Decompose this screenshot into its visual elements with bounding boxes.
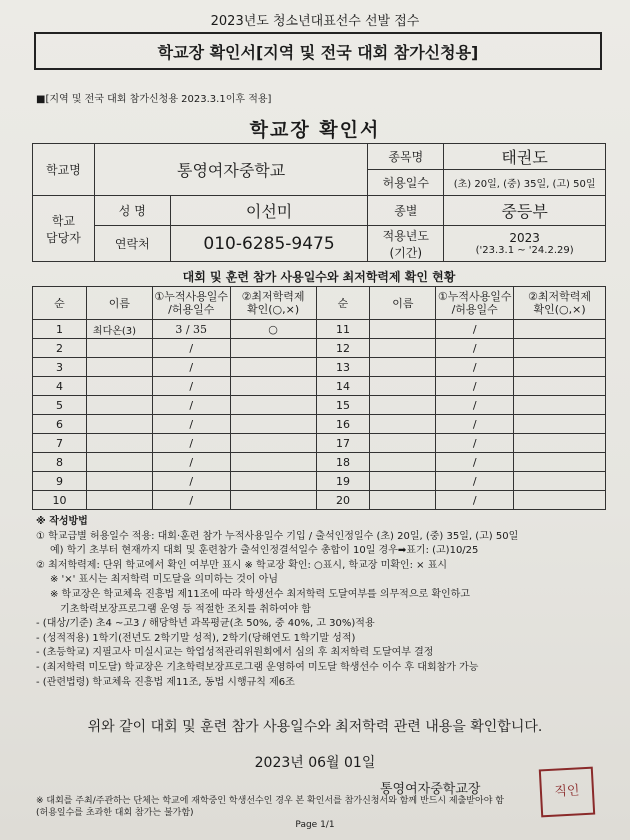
student-name [370, 320, 436, 339]
days-used: / [436, 453, 514, 472]
usage-section-title: 대회 및 훈련 참가 사용일수와 최저학력제 확인 현황 [182, 270, 456, 284]
days-used: / [436, 434, 514, 453]
grade-check [514, 434, 606, 453]
table-row [33, 472, 606, 491]
student-name [370, 396, 436, 415]
col-grade-line-2: 확인(○,×) [246, 303, 300, 316]
table-row [33, 320, 606, 339]
footnote-line-1: ※ 대회를 주최/주관하는 단체는 학교에 재학중인 학생선수인 경우 본 확인서를 참가신청서와 함께 반드시 제출받아야 함 [36, 796, 504, 806]
days-used: / [436, 320, 514, 339]
grade-check [230, 396, 316, 415]
phone-value: 010-6285-9475 [170, 226, 368, 262]
days-used: / [436, 415, 514, 434]
row-number: 15 [316, 396, 370, 415]
grade-check [230, 377, 316, 396]
event-label: 종목명 [368, 144, 444, 170]
table-row [33, 377, 606, 396]
school-value: 통영여자중학교 [94, 144, 368, 196]
grade-check [230, 434, 316, 453]
confirmation-statement: 위와 같이 대회 및 훈련 참가 사용일수와 최저학력 관련 내용을 확인합니다. [87, 719, 543, 735]
student-name [86, 472, 152, 491]
student-name [370, 434, 436, 453]
phone-label: 연락처 [94, 226, 170, 262]
student-name [370, 453, 436, 472]
days-used: / [436, 339, 514, 358]
notes-heading: ※ 작성방법 [36, 516, 88, 527]
note-line: - (대상/기준) 초4 ~고3 / 해당학년 과목평균(초 50%, 중 40%, 고 30%)적용 [36, 618, 375, 630]
usage-table-body [33, 320, 606, 510]
col-no-left: 순 [33, 287, 87, 320]
col-days-line-2: /허용일수 [168, 303, 215, 316]
allowed-days-value: (초) 20일, (중) 35일, (고) 50일 [444, 170, 606, 196]
student-name [370, 358, 436, 377]
document-title: 학교장 확인서 [249, 119, 381, 141]
year-value-cell [444, 226, 606, 262]
contact-label-line-2: 담당자 [46, 230, 81, 245]
row-number: 19 [316, 472, 370, 491]
note-line: - (성적적용) 1학기(전년도 2학기말 성적), 2학기(당해연도 1학기말 성적) [36, 632, 356, 644]
col-grade-right [514, 287, 606, 320]
grade-check [230, 491, 316, 510]
student-name [86, 396, 152, 415]
student-name [370, 339, 436, 358]
days-used: / [152, 377, 230, 396]
contact-label [33, 196, 95, 262]
row-number: 13 [316, 358, 370, 377]
note-line: 기초학력보장프로그램 운영 등 적절한 조치를 취하여야 함 [60, 603, 311, 615]
student-name [370, 415, 436, 434]
year-label-line-1: 적용년도 [382, 228, 429, 243]
student-name [370, 377, 436, 396]
row-number: 11 [316, 320, 370, 339]
footnote [36, 795, 616, 819]
row-number: 3 [33, 358, 87, 377]
row-number: 6 [33, 415, 87, 434]
note-line: 예) 학기 초부터 현재까지 대회 및 훈련참가 출석인정결석일수 총합이 10일 경우➡표기: (고)10/25 [50, 545, 479, 557]
table-row [33, 491, 606, 510]
notes-section [36, 515, 606, 690]
name-value: 이선미 [170, 196, 368, 226]
col-name-left: 이름 [86, 287, 152, 320]
days-used: / [436, 491, 514, 510]
student-name [86, 339, 152, 358]
signer-name: 통영여자중학교장 [380, 782, 481, 797]
row-number: 10 [33, 491, 87, 510]
days-used: / [152, 396, 230, 415]
usage-header-row [33, 287, 606, 320]
col-grade-line-2: 확인(○,×) [533, 303, 586, 316]
student-name [86, 491, 152, 510]
student-name [370, 491, 436, 510]
days-used: / [152, 434, 230, 453]
note-line: - (관련법령) 학교체육 진흥법 제11조, 동법 시행규칙 제6조 [36, 676, 295, 688]
student-name [86, 415, 152, 434]
note-line: ② 최저학력제: 단위 학교에서 확인 여부만 표시 ※ 학교장 확인: ○표시, 학교장 미확인: × 표시 [36, 559, 448, 571]
table-row [33, 415, 606, 434]
grade-check [230, 339, 316, 358]
col-name-right: 이름 [370, 287, 436, 320]
grade-check [514, 472, 606, 491]
days-used: / [152, 453, 230, 472]
col-no-right: 순 [316, 287, 370, 320]
row-number: 20 [316, 491, 370, 510]
table-row [33, 339, 606, 358]
row-number: 12 [316, 339, 370, 358]
grade-check [230, 415, 316, 434]
category-label: 종별 [368, 196, 444, 226]
days-used: / [436, 358, 514, 377]
col-grade-line-1: ②최저학력제 [241, 290, 305, 303]
category-value: 중등부 [444, 196, 606, 226]
contact-label-line-1: 학교 [51, 213, 76, 228]
days-used: / [152, 472, 230, 491]
grade-check [514, 339, 606, 358]
student-name [86, 434, 152, 453]
form-note: ■[지역 및 전국 대회 참가신청용 2023.3.1이후 적용] [36, 94, 272, 105]
table-row [33, 453, 606, 472]
row-number: 8 [33, 453, 87, 472]
grade-check: ○ [230, 320, 316, 339]
days-used: 3 / 35 [152, 320, 230, 339]
student-name [370, 472, 436, 491]
col-days-line-2: /허용일수 [451, 303, 498, 316]
note-line: ① 학교급별 허용일수 적용: 대회·훈련 참가 누적사용일수 기입 / 출석인정일수 (초) 20일, (중) 35일, (고) 50일 [36, 530, 519, 542]
student-name: 최다온(3) [86, 320, 152, 339]
note-line: ※ '×' 표시는 최저학력 미도달을 의미하는 것이 아님 [50, 574, 279, 586]
note-line: - (최저학력 미도달) 학교장은 기초학력보장프로그램 운영하여 미도달 학생선수 이수 후 대회참가 가능 [36, 661, 479, 673]
row-number: 16 [316, 415, 370, 434]
col-grade-line-1: ②최저학력제 [528, 290, 592, 303]
row-number: 9 [33, 472, 87, 491]
col-grade-left [230, 287, 316, 320]
grade-check [514, 320, 606, 339]
row-number: 18 [316, 453, 370, 472]
form-title-box: 학교장 확인서[지역 및 전국 대회 참가신청용] [34, 32, 602, 70]
grade-check [230, 453, 316, 472]
grade-check [514, 396, 606, 415]
col-days-right [436, 287, 514, 320]
year-range: ('23.3.1 ~ '24.2.29) [475, 245, 574, 256]
row-number: 17 [316, 434, 370, 453]
days-used: / [152, 415, 230, 434]
table-row [33, 358, 606, 377]
top-title: 2023년도 청소년대표선수 선발 접수 [210, 14, 420, 29]
school-label: 학교명 [33, 144, 95, 196]
year-label [368, 226, 444, 262]
document-date: 2023년 06월 01일 [254, 755, 376, 771]
days-used: / [436, 396, 514, 415]
row-number: 1 [33, 320, 87, 339]
grade-check [230, 472, 316, 491]
note-line: - (초등학교) 지필고사 미실시교는 학업성적관리위원회에서 심의 후 최저학력 도달여부 결정 [36, 647, 434, 659]
col-days-left [152, 287, 230, 320]
usage-table [32, 286, 606, 510]
grade-check [514, 453, 606, 472]
grade-check [514, 491, 606, 510]
days-used: / [436, 472, 514, 491]
grade-check [514, 358, 606, 377]
year-label-line-2: (기간) [389, 245, 423, 260]
days-used: / [152, 491, 230, 510]
row-number: 2 [33, 339, 87, 358]
days-used: / [152, 358, 230, 377]
row-number: 5 [33, 396, 87, 415]
name-label: 성 명 [94, 196, 170, 226]
grade-check [230, 358, 316, 377]
row-number: 4 [33, 377, 87, 396]
student-name [86, 358, 152, 377]
col-days-line-1: ①누적사용일수 [437, 290, 512, 303]
student-name [86, 377, 152, 396]
year-value: 2023 [509, 231, 540, 245]
event-value: 태권도 [444, 144, 606, 170]
official-seal: 직인 [539, 767, 595, 818]
row-number: 7 [33, 434, 87, 453]
table-row [33, 434, 606, 453]
row-number: 14 [316, 377, 370, 396]
grade-check [514, 415, 606, 434]
footnote-line-2: (허용일수를 초과한 대회 참가는 불가함) [36, 808, 194, 818]
page-number: Page 1/1 [295, 820, 335, 830]
table-row [33, 396, 606, 415]
grade-check [514, 377, 606, 396]
days-used: / [436, 377, 514, 396]
info-table [32, 143, 606, 262]
days-used: / [152, 339, 230, 358]
note-line: ※ 학교장은 학교체육 진흥법 제11조에 따라 학생선수 최저학력 도달여부를 의무적으로 확인하고 [50, 588, 470, 600]
col-days-line-1: ①누적사용일수 [154, 290, 229, 303]
student-name [86, 453, 152, 472]
allowed-days-label: 허용일수 [368, 170, 444, 196]
